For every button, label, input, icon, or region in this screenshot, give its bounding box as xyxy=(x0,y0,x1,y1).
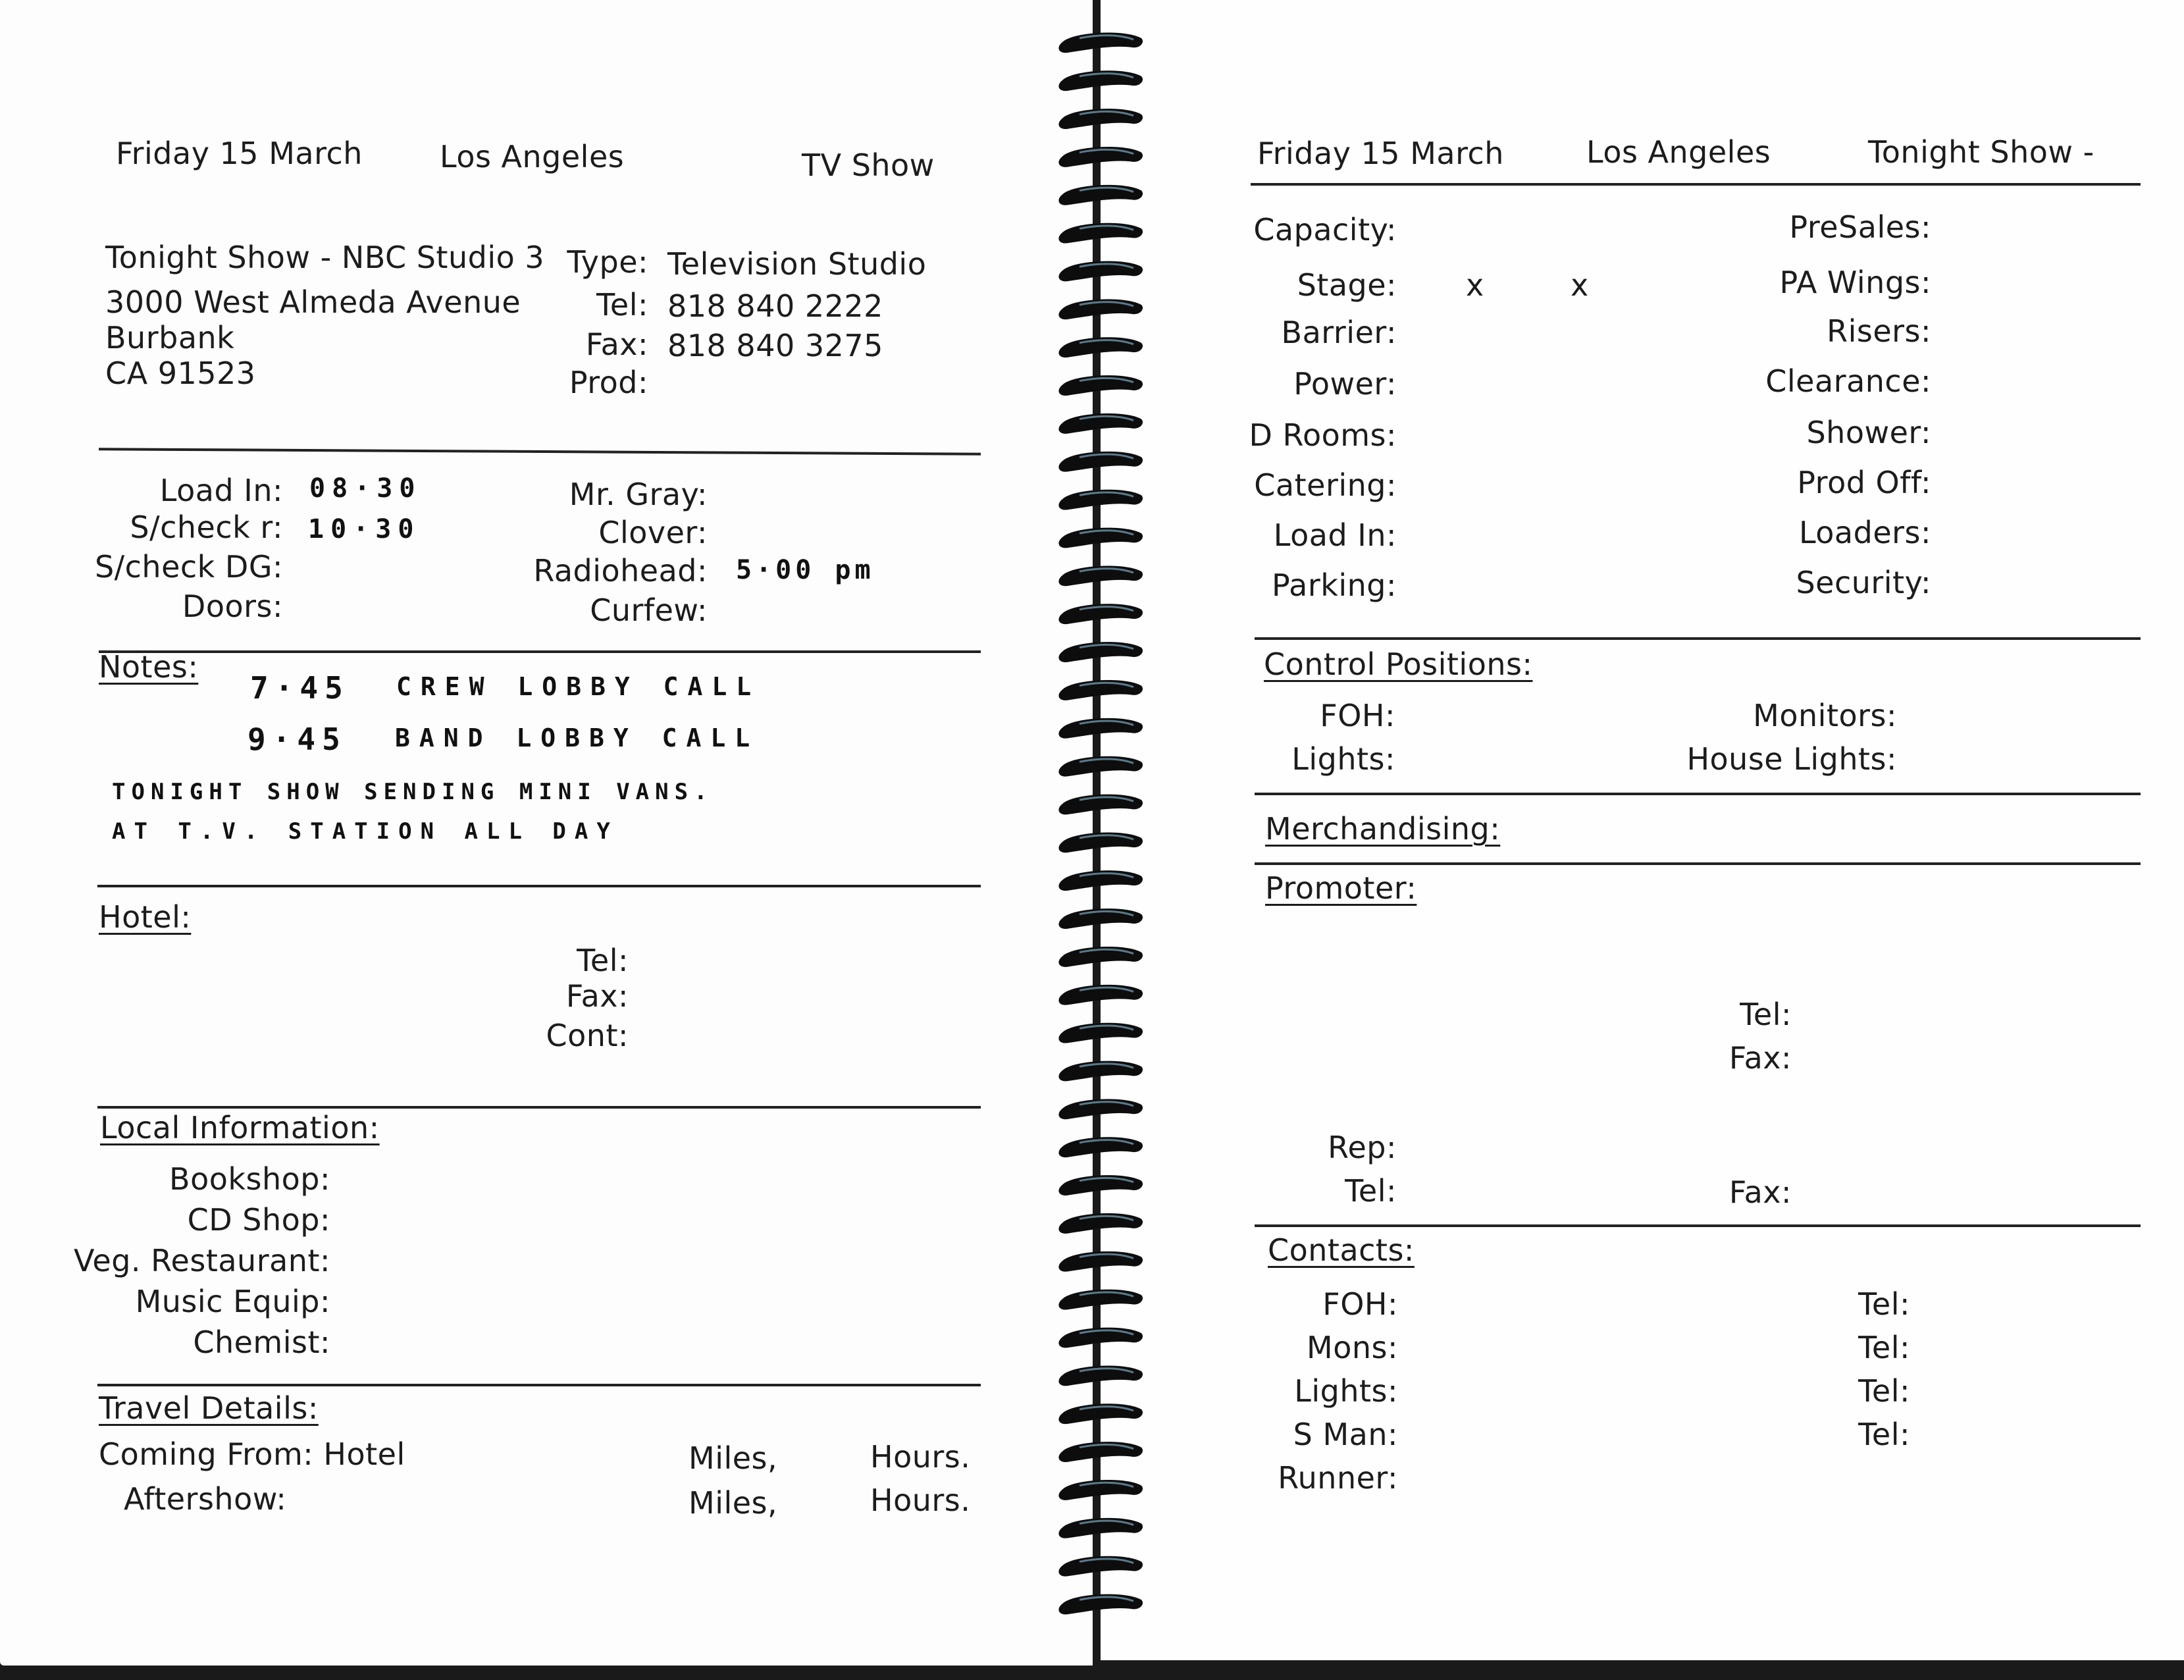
venue-tel-label: Tel: xyxy=(596,287,648,323)
spiral-coil xyxy=(1058,490,1143,510)
merchandising-heading: Merchandising: xyxy=(1265,811,1501,847)
spiral-coil xyxy=(1058,1061,1143,1082)
spec-clearance-label: Clearance: xyxy=(1765,363,1931,399)
hotel-cont-label: Cont: xyxy=(546,1018,629,1053)
scheck-dg-label: S/check DG: xyxy=(94,549,283,585)
spiral-coil xyxy=(1058,1404,1143,1424)
left-header-city: Los Angeles xyxy=(440,139,625,174)
divider xyxy=(99,448,981,455)
travel-miles-2: Miles, xyxy=(689,1485,778,1521)
spiral-coil xyxy=(1058,985,1143,1005)
spiral-coil xyxy=(1058,32,1143,53)
spiral-coil xyxy=(1058,756,1143,777)
contacts-heading: Contacts: xyxy=(1268,1232,1415,1268)
spiral-coil xyxy=(1058,375,1143,396)
curfew-label: Curfew: xyxy=(590,592,708,628)
notes-line1-text: CREW LOBBY CALL xyxy=(396,672,761,701)
contact-s-man-tel-label: Tel: xyxy=(1858,1417,1910,1452)
venue-fax-label: Fax: xyxy=(585,327,648,362)
spec-security-label: Security: xyxy=(1796,565,1931,600)
spec-shower-label: Shower: xyxy=(1806,415,1931,450)
spec-risers-label: Risers: xyxy=(1827,313,1931,349)
venue-prod-label: Prod: xyxy=(569,365,648,400)
promoter-heading: Promoter: xyxy=(1265,870,1417,906)
right-header-date: Friday 15 March xyxy=(1257,136,1504,171)
divider xyxy=(99,650,981,653)
divider xyxy=(1255,862,2141,865)
spiral-coil xyxy=(1058,1328,1143,1348)
contact-lights-tel-label: Tel: xyxy=(1858,1373,1910,1409)
control-positions-heading: Control Positions: xyxy=(1264,646,1533,682)
clover-label: Clover: xyxy=(598,515,708,550)
stage-mark-1: x xyxy=(1466,267,1484,303)
left-header-event: TV Show xyxy=(802,147,935,183)
control-monitors-label: Monitors: xyxy=(1753,698,1897,733)
left-header-date: Friday 15 March xyxy=(116,136,363,171)
control-foh-label: FOH: xyxy=(1320,698,1395,733)
divider xyxy=(97,1106,981,1109)
spiral-coil xyxy=(1058,947,1143,967)
spiral-coil xyxy=(1058,795,1143,815)
hotel-fax-label: Fax: xyxy=(565,978,629,1014)
spiral-coil xyxy=(1058,1023,1143,1043)
stage-mark-2: x xyxy=(1571,267,1589,303)
spec-capacity-label: Capacity: xyxy=(1253,212,1397,248)
spiral-coil xyxy=(1058,337,1143,357)
divider xyxy=(1255,1224,2141,1227)
radiohead-value: 5·00 pm xyxy=(736,555,875,585)
spiral-coil xyxy=(1058,528,1143,548)
spiral-coil xyxy=(1058,1213,1143,1234)
load-in-value: 08·30 xyxy=(309,473,422,504)
load-in-label: Load In: xyxy=(159,473,283,508)
travel-coming-from: Coming From: Hotel xyxy=(99,1436,405,1472)
promoter-rep-fax-label: Fax: xyxy=(1729,1174,1792,1210)
contact-s-man-label: S Man: xyxy=(1293,1417,1398,1452)
right-page xyxy=(1101,0,2184,1660)
local-bookshop-label: Bookshop: xyxy=(169,1161,330,1197)
spec-prod-off-label: Prod Off: xyxy=(1797,465,1931,500)
spiral-coil xyxy=(1058,1099,1143,1119)
spiral-coil xyxy=(1058,1290,1143,1310)
spec-pa-wings-label: PA Wings: xyxy=(1779,265,1931,300)
notes-line3: TONIGHT SHOW SENDING MINI VANS. xyxy=(112,779,714,805)
divider xyxy=(1251,183,2141,186)
venue-fax-value: 818 840 3275 xyxy=(667,328,883,363)
spiral-coil xyxy=(1058,870,1143,891)
spiral-coil xyxy=(1058,70,1143,91)
spiral-coil xyxy=(1058,223,1143,244)
spiral-coil xyxy=(1058,185,1143,205)
control-lights-label: Lights: xyxy=(1291,741,1395,777)
mr-gray-label: Mr. Gray: xyxy=(569,477,708,512)
local-chemist-label: Chemist: xyxy=(193,1325,330,1360)
spiral-coil xyxy=(1058,147,1143,167)
spiral-coil xyxy=(1058,642,1143,662)
spiral-coil xyxy=(1058,908,1143,929)
spec-parking-label: Parking: xyxy=(1271,567,1397,603)
contact-mons-tel-label: Tel: xyxy=(1858,1330,1910,1365)
notes-line1-time: 7·45 xyxy=(250,670,350,706)
spiral-coil xyxy=(1058,299,1143,319)
divider xyxy=(97,885,981,887)
spiral-coil xyxy=(1058,1480,1143,1500)
spiral-coil xyxy=(1058,565,1143,586)
spiral-coil xyxy=(1058,832,1143,853)
divider xyxy=(1255,637,2141,640)
venue-line-3: Burbank xyxy=(105,320,235,355)
contact-mons-label: Mons: xyxy=(1307,1330,1398,1365)
promoter-tel-label: Tel: xyxy=(1740,997,1792,1032)
spec-load-in-label: Load In: xyxy=(1273,517,1397,553)
venue-type-value: Television Studio xyxy=(667,246,927,282)
local-music-equip-label: Music Equip: xyxy=(135,1284,330,1319)
promoter-rep-tel-label: Tel: xyxy=(1345,1173,1397,1209)
spec-barrier-label: Barrier: xyxy=(1281,315,1397,350)
control-house-lights-label: House Lights: xyxy=(1686,741,1897,777)
spiral-coil xyxy=(1058,413,1143,434)
spiral-coil xyxy=(1058,109,1143,129)
contact-runner-label: Runner: xyxy=(1278,1460,1398,1496)
spiral-coil xyxy=(1058,604,1143,624)
divider xyxy=(97,1384,981,1386)
venue-line-4: CA 91523 xyxy=(105,355,256,391)
local-cd-shop-label: CD Shop: xyxy=(187,1202,330,1238)
notes-line2-time: 9·45 xyxy=(247,722,347,757)
hotel-tel-label: Tel: xyxy=(577,943,629,978)
spiral-coil xyxy=(1058,1251,1143,1272)
travel-heading: Travel Details: xyxy=(99,1390,319,1426)
divider xyxy=(1255,793,2141,795)
spec-d-rooms-label: D Rooms: xyxy=(1249,417,1397,453)
right-header-event: Tonight Show - xyxy=(1868,134,2094,170)
spiral-coil xyxy=(1058,1137,1143,1157)
contact-foh-tel-label: Tel: xyxy=(1858,1286,1910,1322)
left-page xyxy=(0,0,1093,1666)
radiohead-label: Radiohead: xyxy=(533,553,708,589)
spec-stage-label: Stage: xyxy=(1297,267,1397,303)
travel-aftershow: Aftershow: xyxy=(124,1481,287,1517)
promoter-fax-label: Fax: xyxy=(1729,1040,1792,1076)
travel-hours-1: Hours. xyxy=(870,1439,971,1475)
travel-miles-1: Miles, xyxy=(689,1440,778,1476)
spiral-coil xyxy=(1058,452,1143,472)
venue-tel-value: 818 840 2222 xyxy=(667,288,883,324)
hotel-heading: Hotel: xyxy=(99,899,192,935)
spec-catering-label: Catering: xyxy=(1254,467,1397,503)
spiral-coil xyxy=(1058,718,1143,739)
local-veg-restaurant-label: Veg. Restaurant: xyxy=(74,1243,330,1278)
spiral-coil xyxy=(1058,261,1143,282)
notes-line4: AT T.V. STATION ALL DAY xyxy=(112,818,619,845)
promoter-rep-label: Rep: xyxy=(1328,1130,1397,1165)
right-header-city: Los Angeles xyxy=(1586,134,1771,170)
contact-foh-label: FOH: xyxy=(1322,1286,1398,1322)
scheck-r-label: S/check r: xyxy=(130,510,283,545)
venue-type-label: Type: xyxy=(567,244,648,280)
scheck-r-value: 10·30 xyxy=(308,514,421,544)
spec-presales-label: PreSales: xyxy=(1789,209,1931,245)
local-info-heading: Local Information: xyxy=(100,1110,380,1145)
spec-power-label: Power: xyxy=(1293,366,1397,402)
venue-line-1: Tonight Show - NBC Studio 3 xyxy=(105,240,545,275)
notes-line2-text: BAND LOBBY CALL xyxy=(395,723,760,752)
spiral-coil xyxy=(1058,1442,1143,1462)
venue-line-2: 3000 West Almeda Avenue xyxy=(105,284,521,320)
spiral-coil xyxy=(1058,1556,1143,1577)
spiral-coil xyxy=(1058,1365,1143,1386)
spiral-coil xyxy=(1058,1594,1143,1615)
contact-lights-label: Lights: xyxy=(1294,1373,1398,1409)
spec-loaders-label: Loaders: xyxy=(1798,515,1931,550)
spiral-binding xyxy=(1053,20,1152,1646)
spiral-coil xyxy=(1058,1175,1143,1195)
travel-hours-2: Hours. xyxy=(870,1483,971,1518)
doors-label: Doors: xyxy=(182,589,283,624)
spiral-coil xyxy=(1058,1518,1143,1538)
notes-heading: Notes: xyxy=(99,649,199,685)
spiral-coil xyxy=(1058,680,1143,700)
